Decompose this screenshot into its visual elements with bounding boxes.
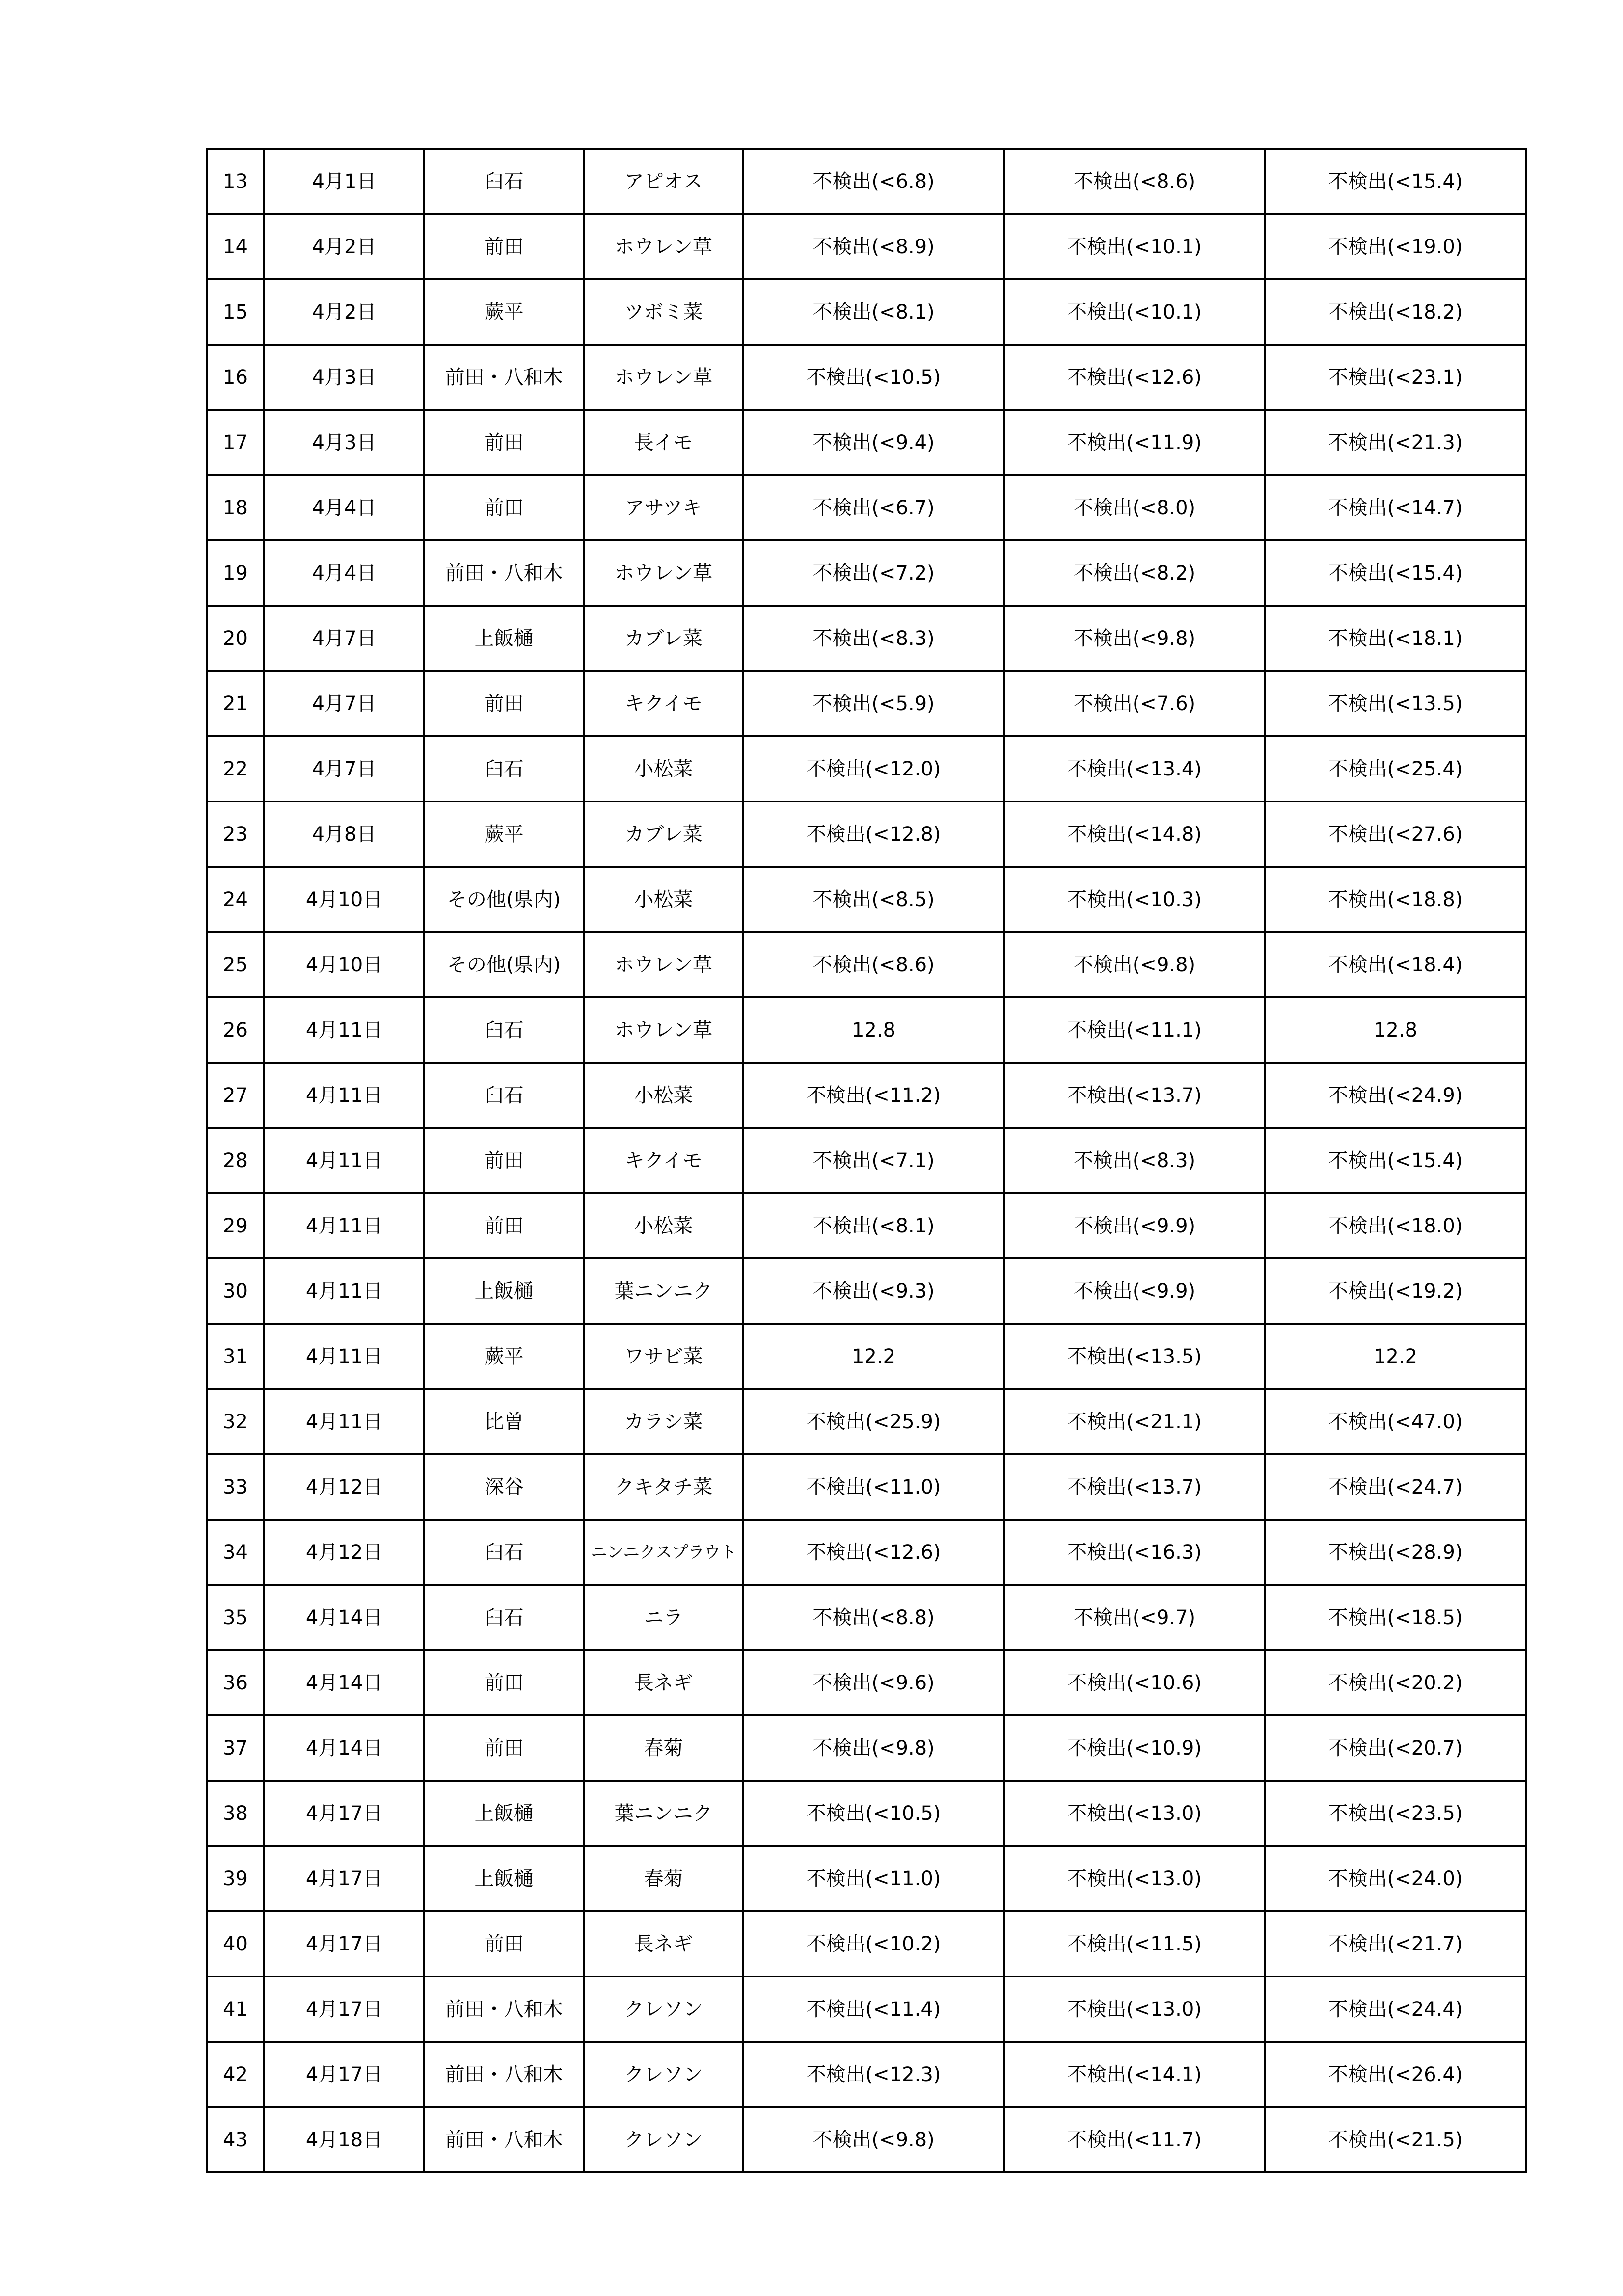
- result-3-cell: 12.8: [1265, 997, 1526, 1063]
- table-row: [207, 2107, 1526, 2172]
- result-1-cell: 不検出(<9.6): [743, 1650, 1004, 1715]
- result-1-cell: 不検出(<5.9): [743, 671, 1004, 736]
- row-number-cell: 38: [207, 1781, 264, 1846]
- area-cell: 上飯樋: [424, 1846, 584, 1911]
- result-1-cell: 12.2: [743, 1324, 1004, 1389]
- result-3-cell: 不検出(<18.0): [1265, 1193, 1526, 1258]
- row-number-cell: 34: [207, 1520, 264, 1585]
- result-3-cell: 不検出(<23.1): [1265, 345, 1526, 410]
- row-number-cell: 24: [207, 867, 264, 932]
- result-2-cell: 不検出(<11.9): [1004, 410, 1265, 475]
- row-number-cell: 36: [207, 1650, 264, 1715]
- table-row: [207, 1193, 1526, 1258]
- date-cell: 4月11日: [264, 1258, 424, 1324]
- result-2-cell: 不検出(<13.7): [1004, 1063, 1265, 1128]
- result-2-cell: 不検出(<8.2): [1004, 540, 1265, 606]
- result-2-cell: 不検出(<11.7): [1004, 2107, 1265, 2172]
- result-1-cell: 不検出(<6.7): [743, 475, 1004, 540]
- result-3-cell: 不検出(<21.7): [1265, 1911, 1526, 1976]
- result-1-cell: 12.8: [743, 997, 1004, 1063]
- area-cell: 上飯樋: [424, 1781, 584, 1846]
- table-row: [207, 1454, 1526, 1520]
- date-cell: 4月10日: [264, 932, 424, 997]
- table-row: [207, 1715, 1526, 1781]
- item-cell: クレソン: [584, 1976, 743, 2042]
- item-cell: カラシ菜: [584, 1389, 743, 1454]
- result-1-cell: 不検出(<8.1): [743, 1193, 1004, 1258]
- item-cell: ホウレン草: [584, 540, 743, 606]
- item-cell: キクイモ: [584, 1128, 743, 1193]
- result-2-cell: 不検出(<8.3): [1004, 1128, 1265, 1193]
- item-cell: 長イモ: [584, 410, 743, 475]
- row-number-cell: 29: [207, 1193, 264, 1258]
- row-number-cell: 40: [207, 1911, 264, 1976]
- area-cell: 臼石: [424, 1063, 584, 1128]
- result-1-cell: 不検出(<11.4): [743, 1976, 1004, 2042]
- item-cell: アサツキ: [584, 475, 743, 540]
- table-row: [207, 1324, 1526, 1389]
- result-1-cell: 不検出(<10.5): [743, 1781, 1004, 1846]
- date-cell: 4月7日: [264, 606, 424, 671]
- result-1-cell: 不検出(<10.2): [743, 1911, 1004, 1976]
- row-number-cell: 20: [207, 606, 264, 671]
- table-row: [207, 801, 1526, 867]
- item-cell: 葉ニンニク: [584, 1258, 743, 1324]
- item-cell: 小松菜: [584, 1063, 743, 1128]
- area-cell: 蕨平: [424, 279, 584, 345]
- result-3-cell: 不検出(<24.7): [1265, 1454, 1526, 1520]
- result-3-cell: 不検出(<27.6): [1265, 801, 1526, 867]
- result-3-cell: 不検出(<24.0): [1265, 1846, 1526, 1911]
- result-1-cell: 不検出(<9.4): [743, 410, 1004, 475]
- row-number-cell: 31: [207, 1324, 264, 1389]
- row-number-cell: 35: [207, 1585, 264, 1650]
- result-1-cell: 不検出(<8.5): [743, 867, 1004, 932]
- area-cell: その他(県内): [424, 932, 584, 997]
- item-cell: キクイモ: [584, 671, 743, 736]
- item-cell: クレソン: [584, 2042, 743, 2107]
- row-number-cell: 32: [207, 1389, 264, 1454]
- result-3-cell: 不検出(<15.4): [1265, 1128, 1526, 1193]
- result-1-cell: 不検出(<8.8): [743, 1585, 1004, 1650]
- result-3-cell: 不検出(<13.5): [1265, 671, 1526, 736]
- result-1-cell: 不検出(<9.8): [743, 2107, 1004, 2172]
- area-cell: 前田: [424, 1650, 584, 1715]
- result-3-cell: 不検出(<18.5): [1265, 1585, 1526, 1650]
- date-cell: 4月18日: [264, 2107, 424, 2172]
- date-cell: 4月4日: [264, 540, 424, 606]
- table-row: [207, 1389, 1526, 1454]
- result-1-cell: 不検出(<11.0): [743, 1454, 1004, 1520]
- result-3-cell: 不検出(<25.4): [1265, 736, 1526, 801]
- date-cell: 4月11日: [264, 997, 424, 1063]
- result-1-cell: 不検出(<9.8): [743, 1715, 1004, 1781]
- item-cell: ニンニクスプラウト: [584, 1520, 743, 1585]
- item-cell: ホウレン草: [584, 997, 743, 1063]
- row-number-cell: 21: [207, 671, 264, 736]
- area-cell: 前田: [424, 1715, 584, 1781]
- area-cell: 前田・八和木: [424, 345, 584, 410]
- item-cell: ワサビ菜: [584, 1324, 743, 1389]
- result-1-cell: 不検出(<8.9): [743, 214, 1004, 279]
- item-cell: 葉ニンニク: [584, 1781, 743, 1846]
- table-body: [207, 149, 1526, 2172]
- result-3-cell: 不検出(<15.4): [1265, 149, 1526, 214]
- result-3-cell: 不検出(<18.4): [1265, 932, 1526, 997]
- table-row: [207, 540, 1526, 606]
- result-1-cell: 不検出(<12.3): [743, 2042, 1004, 2107]
- result-2-cell: 不検出(<11.5): [1004, 1911, 1265, 1976]
- item-cell: ホウレン草: [584, 932, 743, 997]
- result-2-cell: 不検出(<9.7): [1004, 1585, 1265, 1650]
- result-3-cell: 不検出(<18.8): [1265, 867, 1526, 932]
- row-number-cell: 42: [207, 2042, 264, 2107]
- table-row: [207, 214, 1526, 279]
- result-3-cell: 不検出(<14.7): [1265, 475, 1526, 540]
- date-cell: 4月17日: [264, 1976, 424, 2042]
- result-2-cell: 不検出(<16.3): [1004, 1520, 1265, 1585]
- row-number-cell: 26: [207, 997, 264, 1063]
- date-cell: 4月11日: [264, 1389, 424, 1454]
- result-1-cell: 不検出(<10.5): [743, 345, 1004, 410]
- result-2-cell: 不検出(<13.7): [1004, 1454, 1265, 1520]
- area-cell: 臼石: [424, 1585, 584, 1650]
- area-cell: 前田: [424, 671, 584, 736]
- date-cell: 4月11日: [264, 1128, 424, 1193]
- result-1-cell: 不検出(<12.0): [743, 736, 1004, 801]
- result-3-cell: 不検出(<23.5): [1265, 1781, 1526, 1846]
- row-number-cell: 19: [207, 540, 264, 606]
- table-row: [207, 1846, 1526, 1911]
- row-number-cell: 27: [207, 1063, 264, 1128]
- result-3-cell: 不検出(<20.7): [1265, 1715, 1526, 1781]
- result-1-cell: 不検出(<7.2): [743, 540, 1004, 606]
- area-cell: 前田: [424, 214, 584, 279]
- item-cell: 長ネギ: [584, 1650, 743, 1715]
- result-3-cell: 不検出(<47.0): [1265, 1389, 1526, 1454]
- date-cell: 4月2日: [264, 279, 424, 345]
- row-number-cell: 22: [207, 736, 264, 801]
- date-cell: 4月12日: [264, 1520, 424, 1585]
- result-2-cell: 不検出(<10.3): [1004, 867, 1265, 932]
- result-1-cell: 不検出(<25.9): [743, 1389, 1004, 1454]
- date-cell: 4月17日: [264, 2042, 424, 2107]
- table-row: [207, 1520, 1526, 1585]
- row-number-cell: 33: [207, 1454, 264, 1520]
- area-cell: 比曽: [424, 1389, 584, 1454]
- result-1-cell: 不検出(<11.2): [743, 1063, 1004, 1128]
- date-cell: 4月14日: [264, 1650, 424, 1715]
- result-2-cell: 不検出(<9.8): [1004, 932, 1265, 997]
- result-1-cell: 不検出(<12.8): [743, 801, 1004, 867]
- date-cell: 4月12日: [264, 1454, 424, 1520]
- area-cell: 蕨平: [424, 801, 584, 867]
- item-cell: 小松菜: [584, 867, 743, 932]
- result-2-cell: 不検出(<9.9): [1004, 1258, 1265, 1324]
- result-2-cell: 不検出(<14.8): [1004, 801, 1265, 867]
- table-row: [207, 1650, 1526, 1715]
- result-2-cell: 不検出(<13.0): [1004, 1781, 1265, 1846]
- item-cell: アピオス: [584, 149, 743, 214]
- result-1-cell: 不検出(<7.1): [743, 1128, 1004, 1193]
- date-cell: 4月7日: [264, 671, 424, 736]
- row-number-cell: 16: [207, 345, 264, 410]
- area-cell: 前田: [424, 1128, 584, 1193]
- item-cell: ツボミ菜: [584, 279, 743, 345]
- item-cell: クレソン: [584, 2107, 743, 2172]
- result-3-cell: 不検出(<15.4): [1265, 540, 1526, 606]
- table-row: [207, 345, 1526, 410]
- row-number-cell: 15: [207, 279, 264, 345]
- date-cell: 4月3日: [264, 410, 424, 475]
- area-cell: 前田: [424, 475, 584, 540]
- result-2-cell: 不検出(<9.8): [1004, 606, 1265, 671]
- result-2-cell: 不検出(<14.1): [1004, 2042, 1265, 2107]
- table-row: [207, 606, 1526, 671]
- row-number-cell: 41: [207, 1976, 264, 2042]
- row-number-cell: 30: [207, 1258, 264, 1324]
- date-cell: 4月10日: [264, 867, 424, 932]
- row-number-cell: 23: [207, 801, 264, 867]
- result-3-cell: 不検出(<18.2): [1265, 279, 1526, 345]
- result-2-cell: 不検出(<13.4): [1004, 736, 1265, 801]
- area-cell: 臼石: [424, 997, 584, 1063]
- result-3-cell: 12.2: [1265, 1324, 1526, 1389]
- result-2-cell: 不検出(<10.9): [1004, 1715, 1265, 1781]
- table-row: [207, 867, 1526, 932]
- result-2-cell: 不検出(<8.6): [1004, 149, 1265, 214]
- date-cell: 4月14日: [264, 1715, 424, 1781]
- date-cell: 4月14日: [264, 1585, 424, 1650]
- row-number-cell: 39: [207, 1846, 264, 1911]
- area-cell: 深谷: [424, 1454, 584, 1520]
- date-cell: 4月11日: [264, 1324, 424, 1389]
- table-row: [207, 1585, 1526, 1650]
- date-cell: 4月11日: [264, 1063, 424, 1128]
- date-cell: 4月2日: [264, 214, 424, 279]
- result-3-cell: 不検出(<26.4): [1265, 2042, 1526, 2107]
- area-cell: 上飯樋: [424, 1258, 584, 1324]
- row-number-cell: 14: [207, 214, 264, 279]
- area-cell: 臼石: [424, 736, 584, 801]
- item-cell: 春菊: [584, 1715, 743, 1781]
- table-row: [207, 410, 1526, 475]
- result-2-cell: 不検出(<10.1): [1004, 279, 1265, 345]
- date-cell: 4月3日: [264, 345, 424, 410]
- result-3-cell: 不検出(<18.1): [1265, 606, 1526, 671]
- area-cell: その他(県内): [424, 867, 584, 932]
- result-2-cell: 不検出(<9.9): [1004, 1193, 1265, 1258]
- area-cell: 蕨平: [424, 1324, 584, 1389]
- result-2-cell: 不検出(<8.0): [1004, 475, 1265, 540]
- date-cell: 4月17日: [264, 1911, 424, 1976]
- area-cell: 前田・八和木: [424, 2042, 584, 2107]
- item-cell: カブレ菜: [584, 801, 743, 867]
- item-cell: ホウレン草: [584, 214, 743, 279]
- result-2-cell: 不検出(<13.0): [1004, 1846, 1265, 1911]
- result-3-cell: 不検出(<28.9): [1265, 1520, 1526, 1585]
- row-number-cell: 17: [207, 410, 264, 475]
- date-cell: 4月8日: [264, 801, 424, 867]
- date-cell: 4月11日: [264, 1193, 424, 1258]
- table-row: [207, 1063, 1526, 1128]
- date-cell: 4月7日: [264, 736, 424, 801]
- result-1-cell: 不検出(<8.3): [743, 606, 1004, 671]
- result-1-cell: 不検出(<9.3): [743, 1258, 1004, 1324]
- result-2-cell: 不検出(<10.1): [1004, 214, 1265, 279]
- item-cell: 長ネギ: [584, 1911, 743, 1976]
- result-2-cell: 不検出(<11.1): [1004, 997, 1265, 1063]
- area-cell: 臼石: [424, 1520, 584, 1585]
- result-1-cell: 不検出(<6.8): [743, 149, 1004, 214]
- table-row: [207, 1911, 1526, 1976]
- result-3-cell: 不検出(<21.5): [1265, 2107, 1526, 2172]
- area-cell: 前田・八和木: [424, 1976, 584, 2042]
- result-3-cell: 不検出(<20.2): [1265, 1650, 1526, 1715]
- table-row: [207, 932, 1526, 997]
- result-3-cell: 不検出(<24.9): [1265, 1063, 1526, 1128]
- row-number-cell: 43: [207, 2107, 264, 2172]
- table-row: [207, 279, 1526, 345]
- table-row: [207, 1781, 1526, 1846]
- area-cell: 前田・八和木: [424, 2107, 584, 2172]
- table-row: [207, 997, 1526, 1063]
- result-2-cell: 不検出(<13.5): [1004, 1324, 1265, 1389]
- result-1-cell: 不検出(<8.6): [743, 932, 1004, 997]
- row-number-cell: 37: [207, 1715, 264, 1781]
- result-2-cell: 不検出(<13.0): [1004, 1976, 1265, 2042]
- date-cell: 4月4日: [264, 475, 424, 540]
- result-3-cell: 不検出(<21.3): [1265, 410, 1526, 475]
- result-3-cell: 不検出(<24.4): [1265, 1976, 1526, 2042]
- area-cell: 前田: [424, 410, 584, 475]
- date-cell: 4月1日: [264, 149, 424, 214]
- item-cell: ニラ: [584, 1585, 743, 1650]
- row-number-cell: 18: [207, 475, 264, 540]
- item-cell: 春菊: [584, 1846, 743, 1911]
- result-3-cell: 不検出(<19.0): [1265, 214, 1526, 279]
- result-2-cell: 不検出(<10.6): [1004, 1650, 1265, 1715]
- result-3-cell: 不検出(<19.2): [1265, 1258, 1526, 1324]
- item-cell: カブレ菜: [584, 606, 743, 671]
- result-2-cell: 不検出(<21.1): [1004, 1389, 1265, 1454]
- result-2-cell: 不検出(<12.6): [1004, 345, 1265, 410]
- area-cell: 前田: [424, 1911, 584, 1976]
- area-cell: 前田・八和木: [424, 540, 584, 606]
- item-cell: クキタチ菜: [584, 1454, 743, 1520]
- item-cell: 小松菜: [584, 736, 743, 801]
- table-row: [207, 2042, 1526, 2107]
- item-cell: ホウレン草: [584, 345, 743, 410]
- item-cell: 小松菜: [584, 1193, 743, 1258]
- date-cell: 4月17日: [264, 1846, 424, 1911]
- result-1-cell: 不検出(<8.1): [743, 279, 1004, 345]
- table-row: [207, 1976, 1526, 2042]
- table-row: [207, 1128, 1526, 1193]
- area-cell: 前田: [424, 1193, 584, 1258]
- result-2-cell: 不検出(<7.6): [1004, 671, 1265, 736]
- table-row: [207, 1258, 1526, 1324]
- table-row: [207, 671, 1526, 736]
- row-number-cell: 25: [207, 932, 264, 997]
- date-cell: 4月17日: [264, 1781, 424, 1846]
- results-table: [206, 148, 1527, 2173]
- row-number-cell: 28: [207, 1128, 264, 1193]
- area-cell: 臼石: [424, 149, 584, 214]
- row-number-cell: 13: [207, 149, 264, 214]
- result-1-cell: 不検出(<11.0): [743, 1846, 1004, 1911]
- table-row: [207, 149, 1526, 214]
- table-row: [207, 736, 1526, 801]
- area-cell: 上飯樋: [424, 606, 584, 671]
- result-1-cell: 不検出(<12.6): [743, 1520, 1004, 1585]
- table-row: [207, 475, 1526, 540]
